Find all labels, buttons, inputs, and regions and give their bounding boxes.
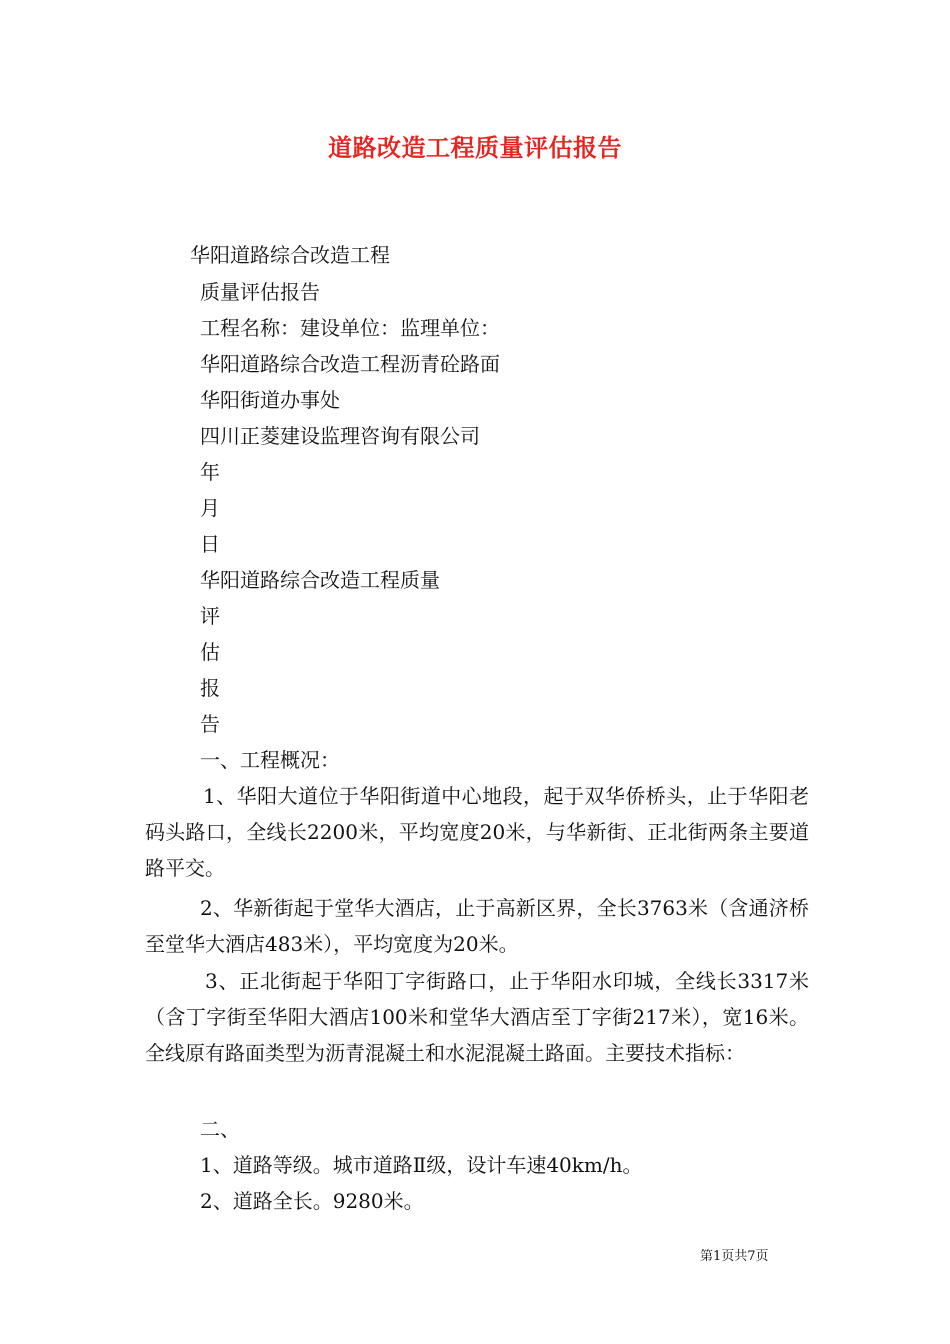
text-line: 报 <box>200 676 220 700</box>
text-line: 年 <box>200 460 220 484</box>
text-line: 华阳道路综合改造工程 <box>190 243 390 267</box>
text-line: 日 <box>200 532 220 556</box>
document-title: 道路改造工程质量评估报告 <box>328 133 622 162</box>
text-line: 华阳道路综合改造工程质量 <box>200 568 440 592</box>
paragraph: 2、华新街起于堂华大酒店，止于高新区界，全长3763米（含通济桥至堂华大酒店483米），平均宽度为20米。 <box>145 896 809 956</box>
text-line: 1、道路等级。城市道路Ⅱ级，设计车速40km/h。 <box>200 1153 643 1177</box>
text-line: 月 <box>200 496 220 520</box>
text-line: 评 <box>200 604 220 628</box>
text-line: 2、道路全长。9280米。 <box>200 1189 424 1213</box>
text-line: 告 <box>200 712 220 736</box>
text-line: 估 <box>200 640 220 664</box>
page-number: 第1页共7页 <box>700 1249 769 1264</box>
section-heading: 一、工程概况： <box>200 748 340 772</box>
section-heading: 二、 <box>200 1117 240 1141</box>
text-line: 质量评估报告 <box>200 280 320 304</box>
paragraph: 1、华阳大道位于华阳街道中心地段，起于双华侨桥头，止于华阳老码头路口，全线长2200米，平均宽度20米，与华新街、正北街两条主要道路平交。 <box>145 784 809 880</box>
text-line: 工程名称：建设单位：监理单位： <box>200 316 500 340</box>
paragraph: 3、正北街起于华阳丁字街路口，止于华阳水印城，全线长3317米（含丁字街至华阳大酒店100米和堂华大酒店至丁字街217米），宽16米。全线原有路面类型为沥青混凝土和水泥混凝土路面。主要技术指标： <box>145 969 809 1065</box>
text-line: 华阳道路综合改造工程沥青砼路面 <box>200 352 500 376</box>
text-line: 华阳街道办事处 <box>200 388 340 412</box>
text-line: 四川正菱建设监理咨询有限公司 <box>200 424 480 448</box>
